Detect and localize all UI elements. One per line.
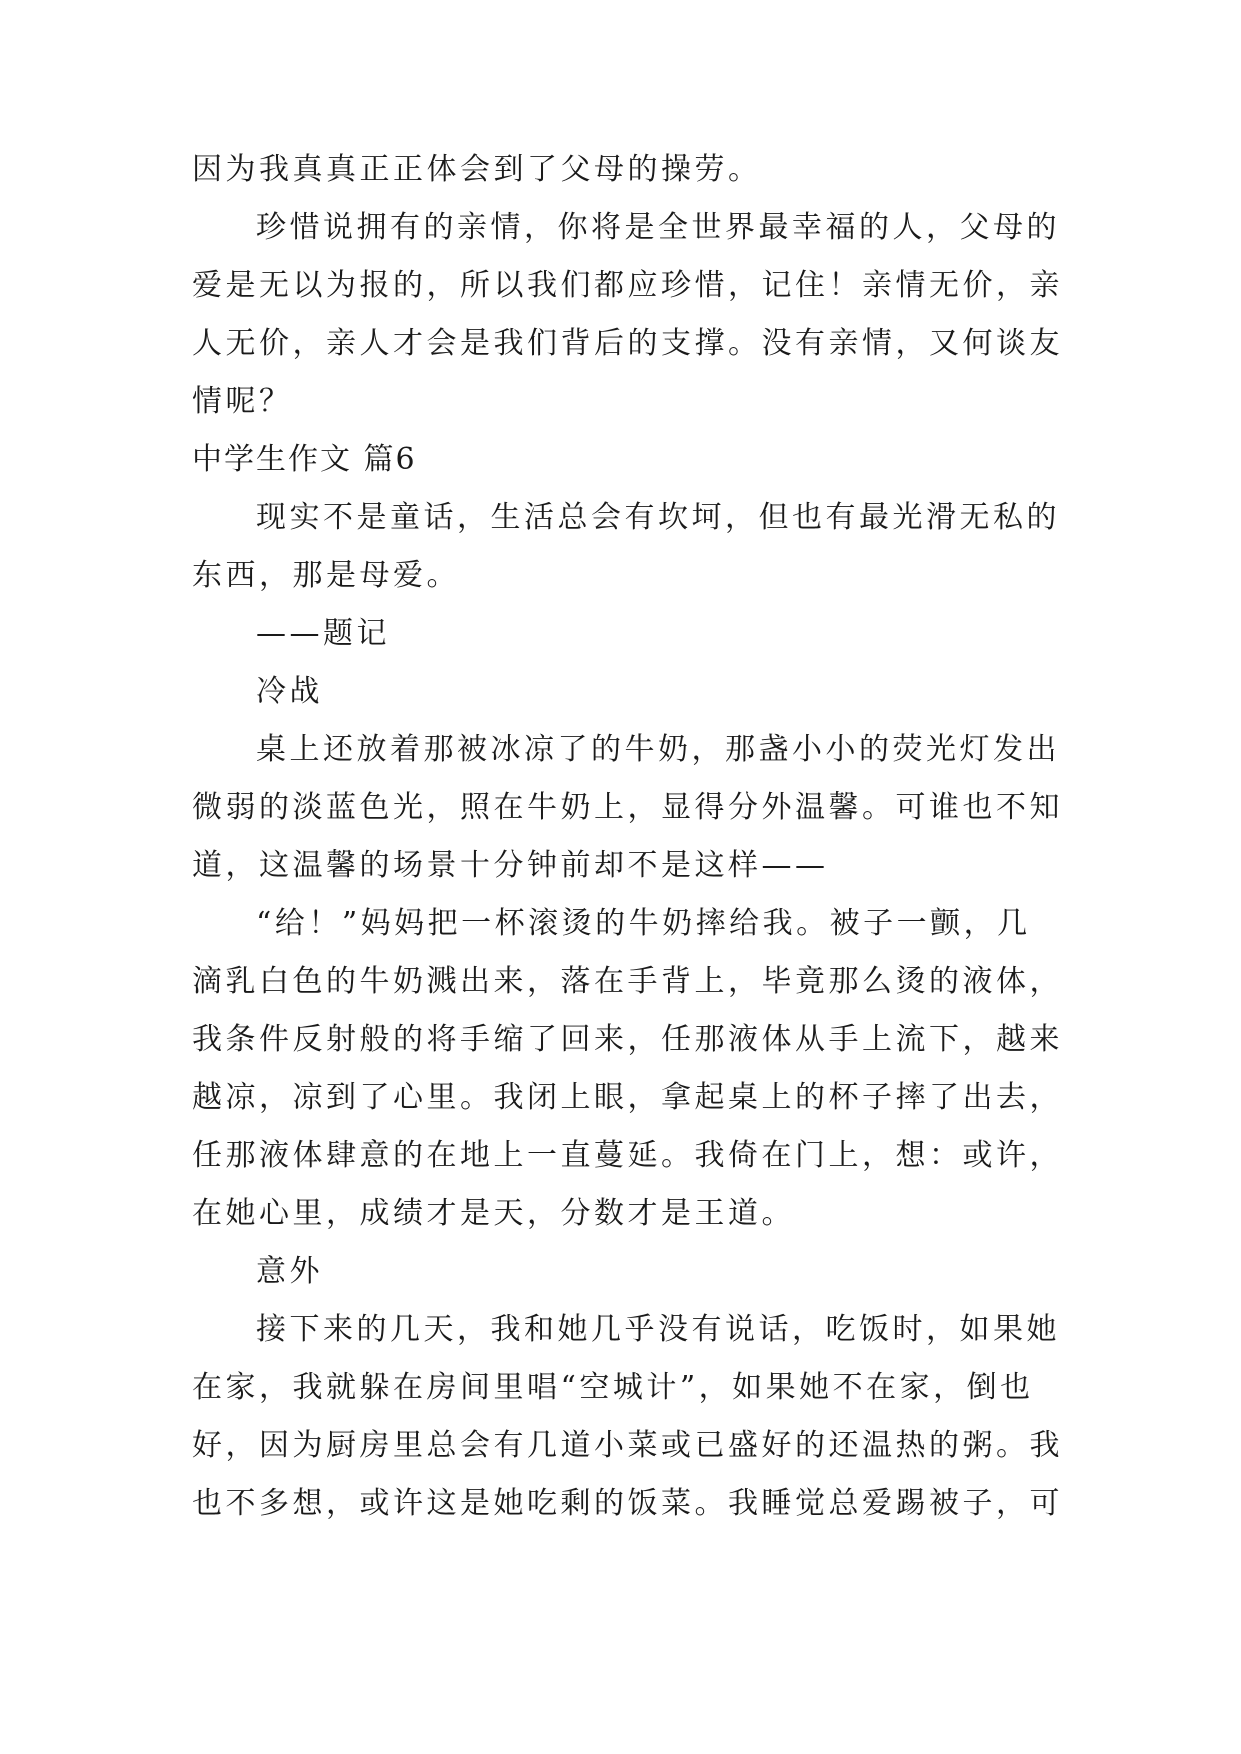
paragraph-line: 我条件反射般的将手缩了回来，任那液体从手上流下，越来 [192, 1022, 1063, 1057]
paragraph-line: 情呢？ [192, 384, 293, 419]
paragraph-line: 因为我真真正正体会到了父母的操劳。 [192, 152, 762, 187]
epigraph-line: ——题记 [256, 616, 390, 651]
subheading: 意外 [256, 1254, 323, 1289]
paragraph-line: 爱是无以为报的，所以我们都应珍惜，记住！亲情无价，亲 [192, 268, 1063, 303]
paragraph-line: 也不多想，或许这是她吃剩的饭菜。我睡觉总爱踢被子，可 [192, 1486, 1063, 1521]
paragraph-line: 接下来的几天，我和她几乎没有说话，吃饭时，如果她 [256, 1312, 1060, 1347]
paragraph-line: “给！”妈妈把一杯滚烫的牛奶摔给我。被子一颤，几 [256, 906, 1031, 941]
paragraph-line: 珍惜说拥有的亲情，你将是全世界最幸福的人，父母的 [256, 210, 1060, 245]
paragraph-line: 人无价，亲人才会是我们背后的支撑。没有亲情，又何谈友 [192, 326, 1063, 361]
paragraph-line: 在家，我就躲在房间里唱“空城计”，如果她不在家，倒也 [192, 1370, 1034, 1405]
paragraph-line: 在她心里，成绩才是天，分数才是王道。 [192, 1196, 795, 1231]
paragraph-line: 好，因为厨房里总会有几道小菜或已盛好的还温热的粥。我 [192, 1428, 1063, 1463]
paragraph-line: 任那液体肆意的在地上一直蔓延。我倚在门上，想：或许， [192, 1138, 1063, 1173]
paragraph-line: 道，这温馨的场景十分钟前却不是这样—— [192, 848, 829, 883]
paragraph-line: 桌上还放着那被冰凉了的牛奶，那盏小小的荧光灯发出 [256, 732, 1060, 767]
paragraph-line: 越凉，凉到了心里。我闭上眼，拿起桌上的杯子摔了出去， [192, 1080, 1063, 1115]
subheading: 冷战 [256, 674, 323, 709]
paragraph-line: 东西，那是母爱。 [192, 558, 460, 593]
section-heading: 中学生作文 篇6 [192, 442, 417, 477]
paragraph-line: 现实不是童话，生活总会有坎坷，但也有最光滑无私的 [256, 500, 1060, 535]
paragraph-line: 滴乳白色的牛奶溅出来，落在手背上，毕竟那么烫的液体， [192, 964, 1063, 999]
paragraph-line: 微弱的淡蓝色光，照在牛奶上，显得分外温馨。可谁也不知 [192, 790, 1063, 825]
